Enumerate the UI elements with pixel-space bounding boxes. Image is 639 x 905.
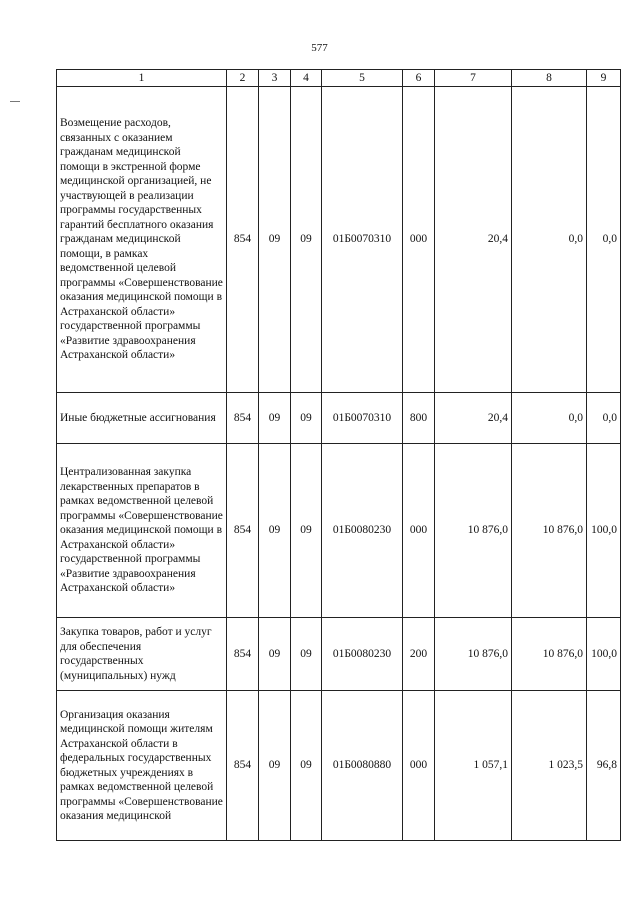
header-cell: 8 [512, 70, 587, 87]
header-cell: 4 [291, 70, 322, 87]
cell-target-article: 01Б0070310 [322, 87, 403, 393]
cell-executed: 10 876,0 [512, 444, 587, 618]
margin-mark [10, 101, 20, 102]
cell-section: 09 [259, 444, 291, 618]
cell-subsection: 09 [291, 87, 322, 393]
table-row [57, 87, 621, 393]
cell-target-article: 01Б0080230 [322, 618, 403, 691]
cell-expense-type: 000 [403, 691, 435, 841]
row-name: Закупка товаров, работ и услуг для обеспечения государственных (муниципальных) нужд [57, 618, 227, 691]
budget-table [56, 69, 621, 841]
table-row [57, 444, 621, 618]
header-cell: 1 [57, 70, 227, 87]
cell-target-article: 01Б0080230 [322, 444, 403, 618]
table-row [57, 618, 621, 691]
cell-section: 09 [259, 691, 291, 841]
cell-code: 854 [227, 87, 259, 393]
header-cell: 6 [403, 70, 435, 87]
cell-percent: 100,0 [587, 618, 621, 691]
cell-subsection: 09 [291, 618, 322, 691]
row-name: Централизованная закупка лекарственных препаратов в рамках ведомственной целевой программы «Совершенствование оказания медицинской помощи в Астраханской области» государственной программы «Развитие здравоохранения Астраханской области» [57, 444, 227, 618]
cell-expense-type: 800 [403, 393, 435, 444]
cell-subsection: 09 [291, 393, 322, 444]
cell-percent: 0,0 [587, 87, 621, 393]
table-row [57, 393, 621, 444]
table-row [57, 691, 621, 841]
cell-section: 09 [259, 393, 291, 444]
cell-target-article: 01Б0080880 [322, 691, 403, 841]
row-name: Возмещение расходов, связанных с оказанием гражданам медицинской помощи в экстренной форме медицинской организацией, не участвующей в реализации программы государственных гарантий бесплатного оказания гражданам медицинской помощи, в рамках ведомственной целевой программы «Совершенствование оказания медицинской помощи в Астраханской области» государственной программы «Развитие здравоохранения Астраханской области» [57, 87, 227, 393]
cell-percent: 96,8 [587, 691, 621, 841]
page-number: 577 [311, 42, 328, 54]
cell-percent: 0,0 [587, 393, 621, 444]
cell-section: 09 [259, 618, 291, 691]
cell-planned: 20,4 [435, 393, 512, 444]
cell-target-article: 01Б0070310 [322, 393, 403, 444]
cell-planned: 10 876,0 [435, 444, 512, 618]
cell-executed: 10 876,0 [512, 618, 587, 691]
cell-planned: 10 876,0 [435, 618, 512, 691]
header-cell: 2 [227, 70, 259, 87]
cell-code: 854 [227, 444, 259, 618]
row-name: Организация оказания медицинской помощи жителям Астраханской области в федеральных государственных бюджетных учреждениях в рамках ведомственной целевой программы «Совершенствование оказания медицинской [57, 691, 227, 841]
cell-code: 854 [227, 618, 259, 691]
header-cell: 3 [259, 70, 291, 87]
row-name: Иные бюджетные ассигнования [57, 393, 227, 444]
cell-code: 854 [227, 393, 259, 444]
cell-subsection: 09 [291, 691, 322, 841]
header-cell: 7 [435, 70, 512, 87]
cell-expense-type: 200 [403, 618, 435, 691]
cell-expense-type: 000 [403, 444, 435, 618]
cell-planned: 1 057,1 [435, 691, 512, 841]
cell-executed: 0,0 [512, 87, 587, 393]
table-header-row [57, 70, 621, 87]
header-cell: 5 [322, 70, 403, 87]
header-cell: 9 [587, 70, 621, 87]
cell-expense-type: 000 [403, 87, 435, 393]
cell-subsection: 09 [291, 444, 322, 618]
cell-executed: 1 023,5 [512, 691, 587, 841]
cell-executed: 0,0 [512, 393, 587, 444]
cell-planned: 20,4 [435, 87, 512, 393]
cell-section: 09 [259, 87, 291, 393]
cell-code: 854 [227, 691, 259, 841]
cell-percent: 100,0 [587, 444, 621, 618]
